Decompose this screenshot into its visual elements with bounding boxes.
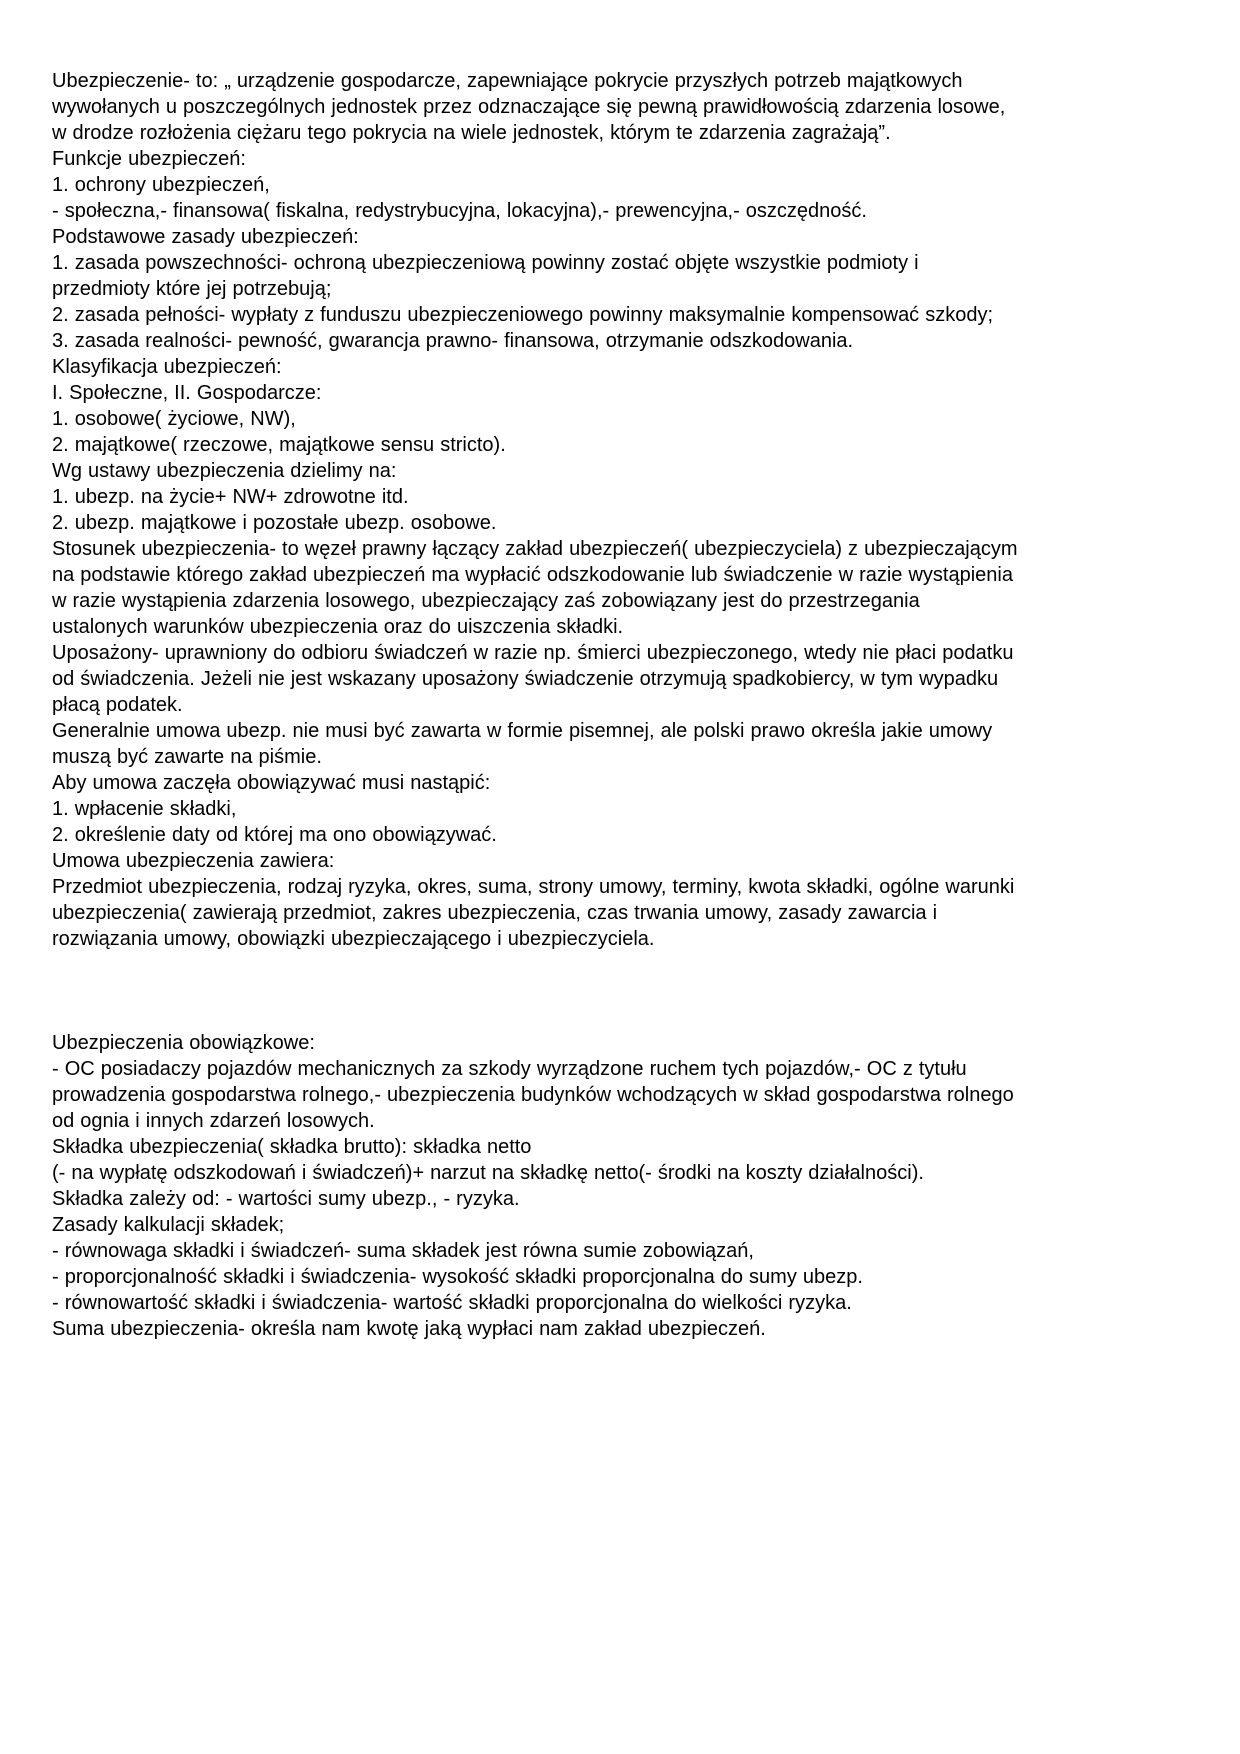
paragraph-functions-heading: Funkcje ubezpieczeń: <box>52 148 246 170</box>
paragraph: 2. majątkowe( rzeczowe, majątkowe sensu stricto). <box>52 434 506 456</box>
paragraph-calculation-heading: Zasady kalkulacji składek; <box>52 1214 285 1236</box>
section-gap <box>52 952 1018 1030</box>
paragraph: - równowaga składki i świadczeń- suma składek jest równa sumie zobowiązań, <box>52 1240 754 1262</box>
paragraph: 2. określenie daty od której ma ono obowiązywać. <box>52 824 497 846</box>
paragraph-stosunek: Stosunek ubezpieczenia- to węzeł prawny łączący zakład ubezpieczeń( ubezpieczyciela) z ubezpieczającym na podstawie którego zakład ubezpieczeń ma wypłacić odszkodowanie lub świadczenie w razie wystąpienia w razie wystąpienia zdarzenia losowego, ubezpieczający zaś zobowiązany jest do przestrzegania ustalonych warunków ubezpieczenia oraz do uiszczenia składki. <box>52 538 1018 638</box>
paragraph-definition: Ubezpieczenie- to: „ urządzenie gospodarcze, zapewniające pokrycie przyszłych potrzeb majątkowych wywołanych u poszczególnych jednostek przez odznaczające się pewną prawidłowością zdarzenia losowe, w drodze rozłożenia ciężaru tego pokrycia na wiele jednostek, którym te zdarzenia zagrażają”. <box>52 70 1006 144</box>
paragraph: Składka ubezpieczenia( składka brutto): składka netto <box>52 1136 532 1158</box>
paragraph-classification-heading: Klasyfikacja ubezpieczeń: <box>52 356 282 378</box>
paragraph: - równowartość składki i świadczenia- wartość składki proporcjonalna do wielkości ryzyka. <box>52 1292 852 1314</box>
paragraph-uposazony: Uposażony- uprawniony do odbioru świadczeń w razie np. śmierci ubezpieczonego, wtedy nie płaci podatku od świadczenia. Jeżeli nie jest wskazany uposażony świadczenie otrzymują spadkobiercy, w tym wypadku płacą podatek. <box>52 642 1014 716</box>
paragraph: - proporcjonalność składki i świadczenia- wysokość składki proporcjonalna do sumy ubezp. <box>52 1266 863 1288</box>
paragraph: (- na wypłatę odszkodowań i świadczeń)+ narzut na składkę netto(- środki na koszty działalności). <box>52 1162 924 1184</box>
paragraph-mandatory-heading: Ubezpieczenia obowiązkowe: <box>52 1032 315 1054</box>
paragraph: Składka zależy od: - wartości sumy ubezp., - ryzyka. <box>52 1188 520 1210</box>
paragraph: 1. osobowe( życiowe, NW), <box>52 408 296 430</box>
paragraph: 2. zasada pełności- wypłaty z funduszu ubezpieczeniowego powinny maksymalnie kompensować szkody; <box>52 304 994 326</box>
paragraph-principles-heading: Podstawowe zasady ubezpieczeń: <box>52 226 359 248</box>
paragraph: Wg ustawy ubezpieczenia dzielimy na: <box>52 460 397 482</box>
paragraph: - społeczna,- finansowa( fiskalna, redystrybucyjna, lokacyjna),- prewencyjna,- oszczędność. <box>52 200 867 222</box>
paragraph-contract-heading: Umowa ubezpieczenia zawiera: <box>52 850 335 872</box>
paragraph: 3. zasada realności- pewność, gwarancja prawno- finansowa, otrzymanie odszkodowania. <box>52 330 854 352</box>
paragraph: Przedmiot ubezpieczenia, rodzaj ryzyka, okres, suma, strony umowy, terminy, kwota składki, ogólne warunki ubezpieczenia( zawierają przedmiot, zakres ubezpieczenia, czas trwania umowy, zasady zawarcia i rozwiązania umowy, obowiązki ubezpieczającego i ubezpieczyciela. <box>52 876 1015 950</box>
section-mandatory-insurance <box>52 1030 1018 1342</box>
paragraph: 1. zasada powszechności- ochroną ubezpieczeniową powinny zostać objęte wszystkie podmioty i przedmioty które jej potrzebują; <box>52 252 919 300</box>
paragraph: 2. ubezp. majątkowe i pozostałe ubezp. osobowe. <box>52 512 497 534</box>
paragraph: Generalnie umowa ubezp. nie musi być zawarta w formie pisemnej, ale polski prawo określa jakie umowy muszą być zawarte na piśmie. <box>52 720 993 768</box>
paragraph: Aby umowa zaczęła obowiązywać musi nastąpić: <box>52 772 491 794</box>
section-insurance-basics <box>52 68 1018 952</box>
paragraph: 1. ubezp. na życie+ NW+ zdrowotne itd. <box>52 486 409 508</box>
paragraph: 1. ochrony ubezpieczeń, <box>52 174 270 196</box>
paragraph: I. Społeczne, II. Gospodarcze: <box>52 382 322 404</box>
paragraph: Suma ubezpieczenia- określa nam kwotę jaką wypłaci nam zakład ubezpieczeń. <box>52 1318 766 1340</box>
paragraph: - OC posiadaczy pojazdów mechanicznych za szkody wyrządzone ruchem tych pojazdów,- OC z tytułu prowadzenia gospodarstwa rolnego,- ubezpieczenia budynków wchodzących w skład gospodarstwa rolnego od ognia i innych zdarzeń losowych. <box>52 1058 1014 1132</box>
paragraph: 1. wpłacenie składki, <box>52 798 237 820</box>
